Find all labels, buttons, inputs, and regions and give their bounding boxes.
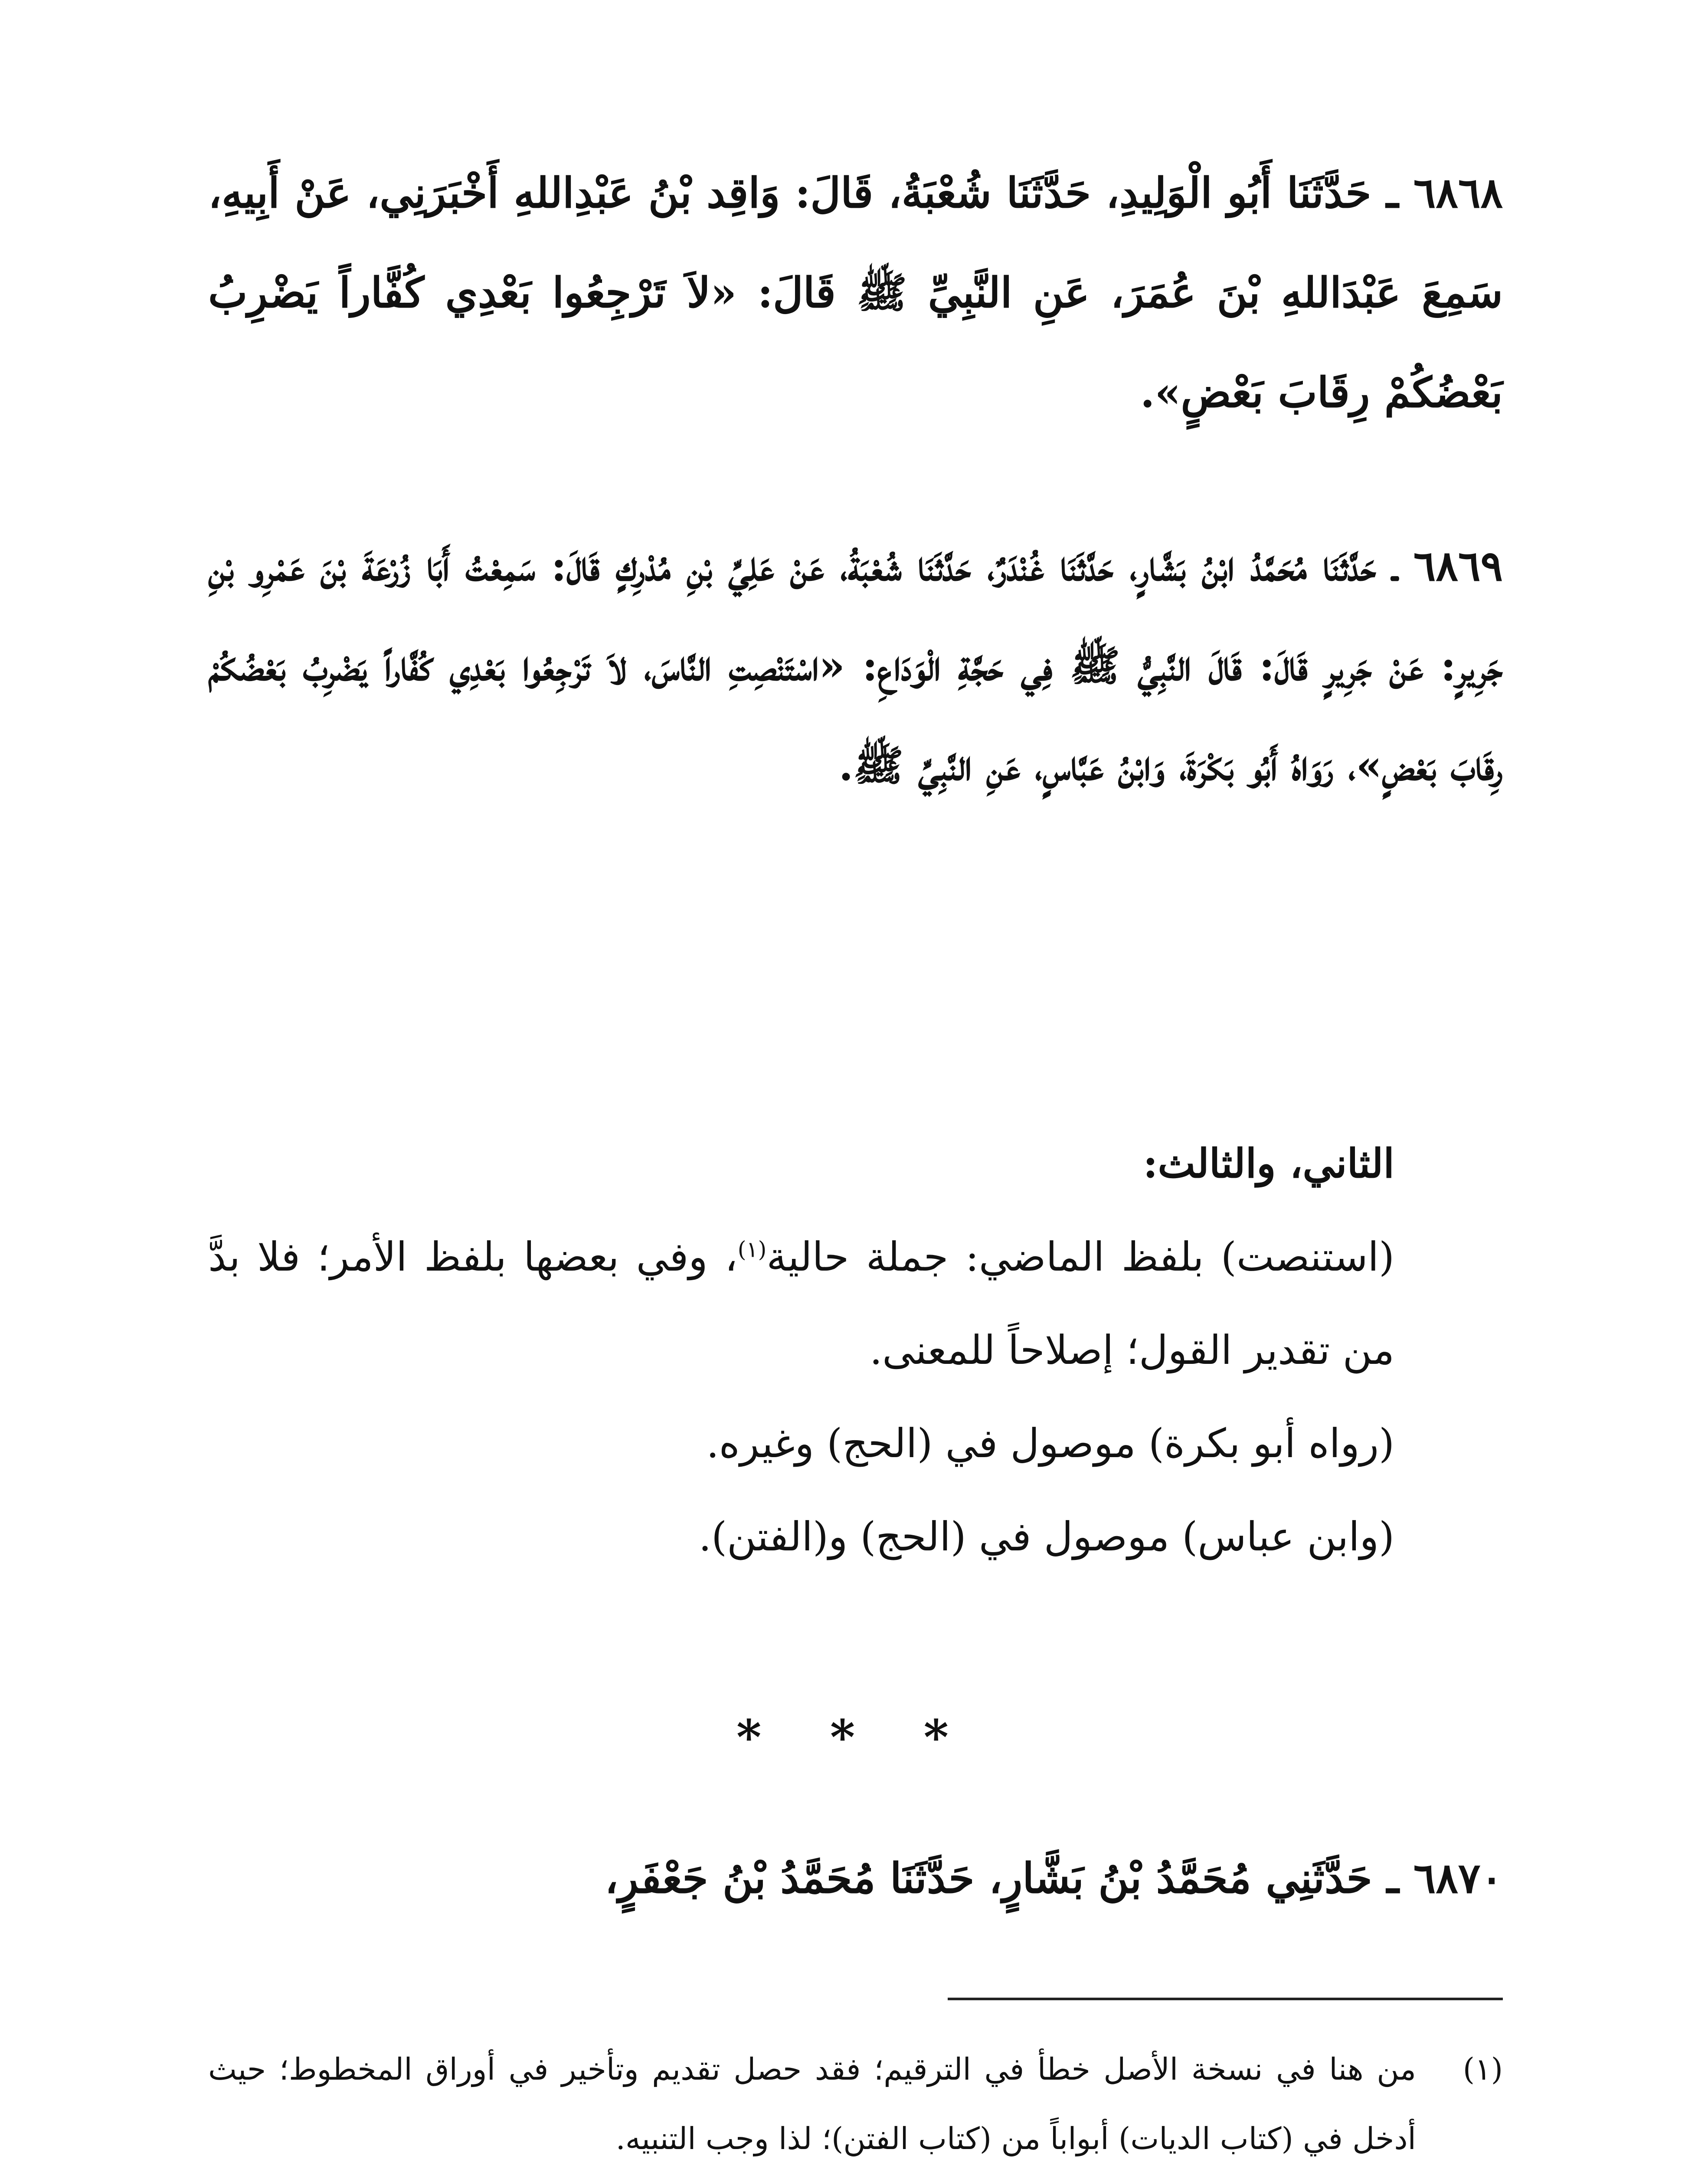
hadith-6869 bbox=[208, 516, 1503, 816]
hadith-6870-text: ٦٨٧٠ ـ حَدَّثَنِي مُحَمَّدُ بْنُ بَشَّارٍ، حَدَّثَنَا مُحَمَّدُ بْنُ جَعْفَرٍ، bbox=[605, 1854, 1503, 1903]
commentary-para-1 bbox=[208, 1210, 1503, 1397]
commentary-para-1-end: ، وفي بعضها بلفظ الأمر؛ فلا بدَّ من تقدير القول؛ إصلاحاً للمعنى. bbox=[208, 1234, 1394, 1373]
hadith-6868-text: ٦٨٦٨ ـ حَدَّثَنَا أَبُو الْوَلِيدِ، حَدَّثَنَا شُعْبَةُ، قَالَ: وَاقِد بْنُ عَبْدِاللهِ أَخْبَرَنِي، عَنْ أَبِيهِ، سَمِعَ عَبْدَاللهِ بْنَ عُمَرَ، عَنِ النَّبِيِّ ﷺ قَالَ: «لاَ تَرْجِعُوا بَعْدِي كُفَّاراً يَضْرِبُ بَعْضُكُمْ رِقَابَ بَعْضٍ». bbox=[208, 168, 1503, 417]
footnotes bbox=[208, 2035, 1503, 2169]
commentary-para-2: (رواه أبو بكرة) موصول في (الحج) وغيره. bbox=[706, 1420, 1394, 1467]
footnote-divider bbox=[948, 1998, 1503, 2000]
commentary-para-3: (وابن عباس) موصول في (الحج) و(الفتن). bbox=[698, 1514, 1394, 1560]
section-separator: * * * bbox=[736, 1709, 975, 1765]
commentary-para-1-start: (استنصت) بلفظ الماضي: جملة حالية bbox=[766, 1234, 1394, 1280]
footnote-reference: (١) bbox=[737, 1236, 767, 1262]
footnote-1 bbox=[208, 2035, 1503, 2169]
footnote-marker: (١) bbox=[1463, 2051, 1503, 2087]
hadith-6868 bbox=[208, 143, 1503, 442]
footnote-text: من هنا في نسخة الأصل خطأ في الترقيم؛ فقد حصل تقديم وتأخير في أوراق المخطوط؛ حيث أدخل في (كتاب الديات) أبواباً من (كتاب الفتن)؛ لذا وجب التنبيه. bbox=[208, 2051, 1416, 2156]
hadith-6870 bbox=[208, 1828, 1503, 1928]
document-page bbox=[208, 0, 1503, 2169]
commentary bbox=[208, 1117, 1503, 1583]
commentary-heading: الثاني، والثالث: bbox=[1143, 1140, 1394, 1187]
hadith-6869-text: ٦٨٦٩ ـ حَدَّثَنَا مُحَمَّدُ ابْنُ بَشَّارٍ، حَدَّثَنَا غُنْدَرٌ، حَدَّثَنَا شُعْبَةُ، عَنْ عَلِيِّ بْنِ مُدْرِكٍ قَالَ: سَمِعْتُ أَبَا زُرْعَةَ بْنَ عَمْرِو بْنِ جَرِيرٍ: عَنْ جَرِيرٍ قَالَ: قَالَ النَّبِيُّ ﷺ فِي حَجَّةِ الْوَدَاعِ: «اسْتَنْصِتِ النَّاسَ، لاَ تَرْجِعُوا بَعْدِي كُفَّاراً يَضْرِبُ بَعْضُكُمْ رِقَابَ بَعْضٍ»، رَوَاهُ أَبُو بَكْرَةَ، وَابْنُ عَبَّاسٍ، عَنِ النَّبِيِّ ﷺ. bbox=[208, 541, 1503, 790]
